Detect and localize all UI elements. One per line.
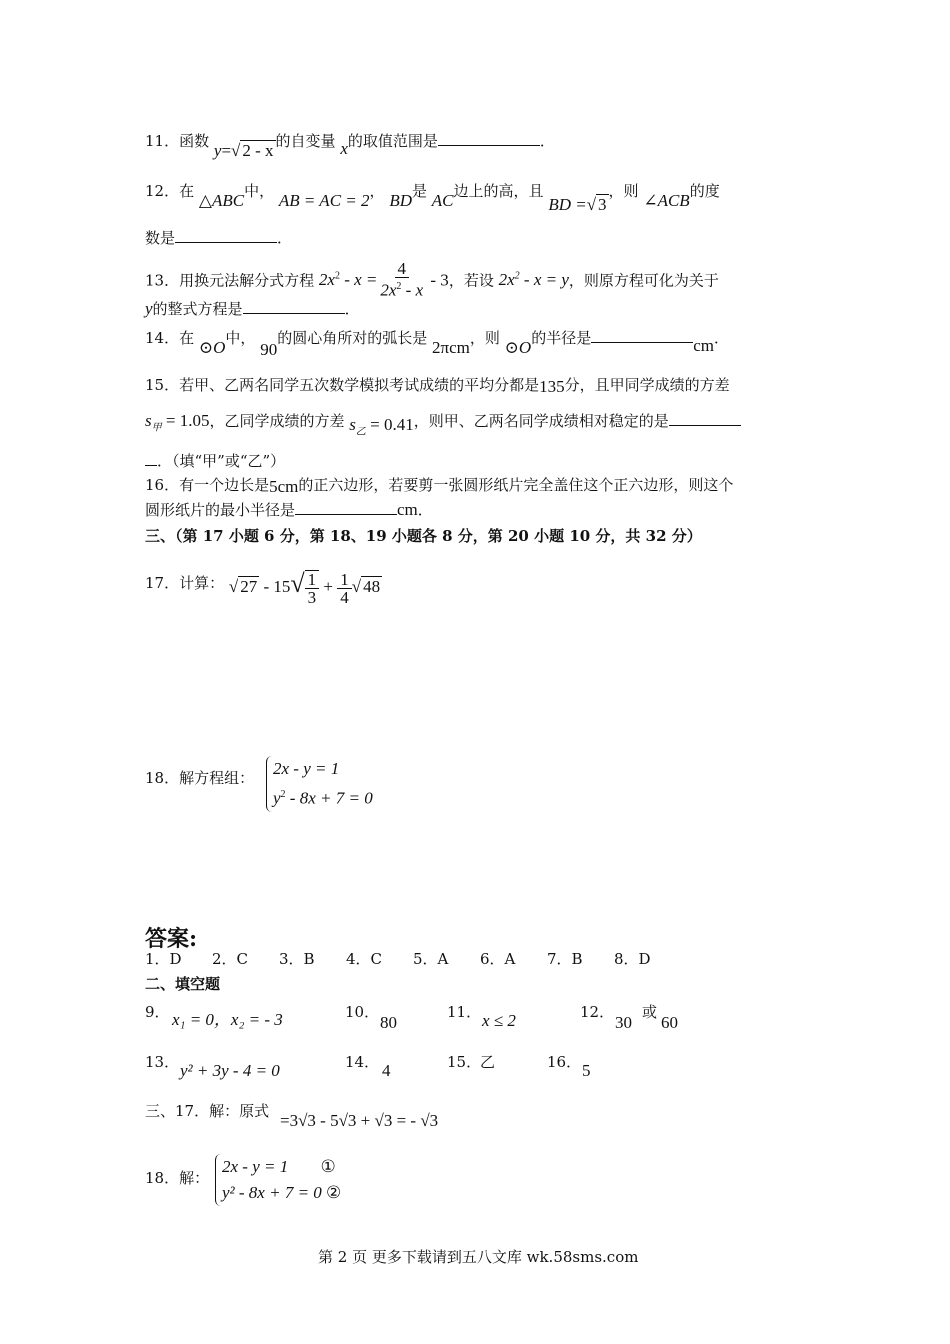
answer-16: 5 [582,1061,591,1080]
math-term: - x = y [519,270,569,290]
question-15-line2 [145,410,741,438]
mc-answer: 5．A [413,950,449,968]
math-expr: 5cm [269,477,299,496]
answers-title: 答案: [145,926,198,952]
answer-10: 80 [380,1013,397,1032]
answer-13-number: 13． [145,1053,180,1071]
answer-12-number: 12． [580,1003,615,1021]
variance-jia [145,411,210,434]
mc-answer: 2．C [212,950,249,968]
punctuation: ． [417,501,433,519]
sqrt-radicand: 27 [240,576,258,596]
sqrt-radicand: 3 [598,195,607,214]
question-text: 在 [179,182,195,200]
question-text: 用换元法解分式方程 [179,271,315,290]
answer-15-number: 15． [447,1053,482,1071]
question-14 [145,327,730,359]
fraction-numerator: 1 [337,571,352,589]
question-text: ，乙同学成绩的方差 [209,412,345,430]
answer-blank[interactable] [438,130,540,146]
mc-answer: 4．C [346,950,383,968]
answer-14: 4 [382,1061,391,1080]
answer-blank[interactable] [145,450,157,466]
mc-answer: 8．D [614,950,651,968]
question-text: 函数 [179,132,210,150]
math-expr: 135 [539,377,565,396]
sqrt-sign: √ [586,195,597,214]
question-16-line2 [145,499,433,520]
question-text: 中， [244,182,275,200]
math-term: 2x [380,280,397,300]
answer-15: 乙 [480,1053,496,1071]
punctuation: ． [344,300,360,318]
math-expr: 90 [260,340,278,359]
section-3-header: 三、（第 17 小题 6 分，第 18、19 小题各 8 分，第 20 小题 10 分，共 32 分） [145,527,702,545]
unit-label: cm [693,336,714,355]
question-text: 的半径是 [531,329,592,347]
question-text: 的取值范围是 [347,132,438,150]
math-sup: 2 [396,281,402,292]
mc-answer: 3．B [279,950,315,968]
punctuation: ． [539,132,555,150]
answer-blank[interactable] [669,410,741,426]
math-var: x [340,139,348,158]
math-sup: 2 [514,270,520,282]
question-text: ．（填“甲”或“乙”） [157,452,286,470]
math-var: y [145,299,153,318]
math-expr [319,270,377,289]
answer-13: y² + 3y - 4 = 0 [180,1061,280,1080]
answer-11: x ≤ 2 [482,1011,516,1030]
equation-2 [267,782,373,812]
question-text: 的自变量 [275,132,336,150]
math-expr: 2πcm [432,338,470,357]
circled-2: ② [326,1183,342,1203]
math-expr [499,270,569,289]
math-expr: AC [431,191,454,210]
question-text: 边上的高，且 [453,182,544,200]
answer-18-system [215,1154,341,1206]
math-var: s [349,415,356,434]
equation-1: 2x - y = 1 [222,1157,289,1176]
math-expr: AB = AC = 2 [278,191,370,210]
answer-12a: 30 [615,1013,632,1032]
question-17 [145,566,382,607]
question-12-line2 [145,227,292,248]
answer-11-number: 11． [447,1003,482,1021]
fraction-denominator: 4 [340,587,349,607]
answer-blank[interactable] [591,327,693,343]
math-term: - x [401,280,424,300]
answer-12-or: 或 [642,1003,658,1021]
answer-9-number: 9． [145,1003,170,1021]
answer-17: =3√3 - 5√3 + √3 = - √3 [280,1111,439,1130]
math-term: = 0.41 [365,415,414,434]
question-text: ，则原方程可化为关于 [568,271,719,290]
answer-blank[interactable] [295,499,397,515]
question-number: 15． [145,376,180,394]
question-text: 的正六边形，若要剪一张圆形纸片完全盖住这个正六边形，则这个 [298,476,734,494]
punctuation: ． [277,229,293,247]
math-term: 2x [318,270,335,290]
question-text: ，则 [469,329,500,347]
answer-16-number: 16． [547,1053,582,1071]
question-text: 中， [225,329,256,347]
question-text: 的整式方程是 [152,300,243,318]
math-term: - 8x + 7 = 0 [285,788,373,808]
answer-18-eq2 [216,1180,341,1206]
question-15-line3 [145,450,285,471]
question-text: ，则甲、乙两名同学成绩相对稳定的是 [413,412,669,430]
question-text: 若甲、乙两名同学五次数学模拟考试成绩的平均分都是 [179,376,540,394]
equation-1: 2x - y = 1 [273,759,340,778]
sqrt-radicand: 48 [363,576,381,596]
question-number: 14． [145,329,180,347]
answer-14-number: 14． [345,1053,380,1071]
math-var: y [273,788,281,808]
question-12 [145,180,720,214]
math-expr: BD = [548,195,587,214]
answer-9: x₁ = 0，x₂ = - 3 [172,1010,283,1029]
sqrt-sign: √ [290,568,305,598]
fraction-numerator: 1 [305,571,320,589]
question-number: 12． [145,182,180,200]
question-number: 13． [145,271,180,290]
math-sub: 乙 [355,426,366,438]
question-text: 在 [179,329,195,347]
math-term: - 3 [426,270,449,290]
question-15 [145,375,730,395]
math-sup: 2 [280,789,286,800]
section-2-header: 二、填空题 [145,975,221,993]
mc-answer: 1．D [145,950,182,968]
fraction-numerator: 4 [395,260,410,278]
math-expr: BD [389,191,412,210]
answer-17-label: 三、17．解：原式 [145,1102,270,1120]
answer-blank[interactable] [243,298,345,314]
question-text: 的圆心角所对的弧长是 [277,329,428,347]
question-number: 11． [145,132,180,150]
question-number: 16． [145,476,180,494]
question-11 [145,130,555,160]
fraction [337,571,352,606]
question-text: 分，且甲同学成绩的方差 [564,376,730,394]
math-var: y [213,141,222,160]
sqrt-sign: √ [351,576,362,596]
math-term: 2x [498,270,515,290]
question-13 [145,259,719,301]
fraction [305,570,320,606]
math-op: = [221,141,232,160]
answer-18-eq1 [216,1154,341,1180]
fraction-denominator: 3 [307,588,317,607]
question-text: 有一个边长是 [179,476,270,494]
question-13-line2 [145,298,360,319]
math-expr: △ABC [198,191,245,210]
math-var: s [145,411,152,430]
equation-system [266,756,373,812]
math-expr: ⊙O [198,338,226,357]
math-sub: 甲 [151,422,162,434]
circled-1: ① [320,1157,336,1177]
question-text: ，若设 [448,271,494,290]
unit-label: cm [397,500,418,519]
answer-18-label: 18．解： [145,1169,210,1187]
math-term: - x = [339,270,378,290]
mc-answer: 6．A [480,950,516,968]
equation-2: y² - 8x + 7 = 0 [222,1183,322,1202]
question-text: ，则 [608,182,639,200]
question-18: 18．解方程组： [145,769,255,787]
answer-blank[interactable] [175,227,277,243]
expression [228,568,382,607]
math-sup: 2 [334,270,340,282]
sqrt-sign: √ [228,576,239,596]
math-expr: ⊙O [504,338,532,357]
page-footer: 第 2 页 更多下载请到五八文库 wk.58sms.com [318,1248,639,1266]
fraction [377,260,426,299]
question-number: 17．计算： [145,573,225,592]
variance-yi [349,415,414,438]
question-text: 是 [411,182,427,200]
question-text: ， [369,182,385,200]
question-text: 的度 [689,182,720,200]
math-op: + [319,576,338,596]
answer-10-number: 10． [345,1003,380,1021]
sqrt-sign: √ [231,141,241,160]
math-term: = 1.05 [161,411,210,430]
math-expr: ∠ACB [643,191,690,210]
question-text: 数是 [145,229,176,247]
answer-12b: 60 [661,1013,678,1032]
fraction-denominator [377,278,426,299]
sqrt-radicand: 2 - x [242,141,274,160]
math-term: - 15 [259,576,291,596]
question-16 [145,475,733,495]
question-text: 圆形纸片的最小半径是 [145,501,296,519]
punctuation: ． [714,329,730,347]
mc-answer: 7．B [547,950,583,968]
